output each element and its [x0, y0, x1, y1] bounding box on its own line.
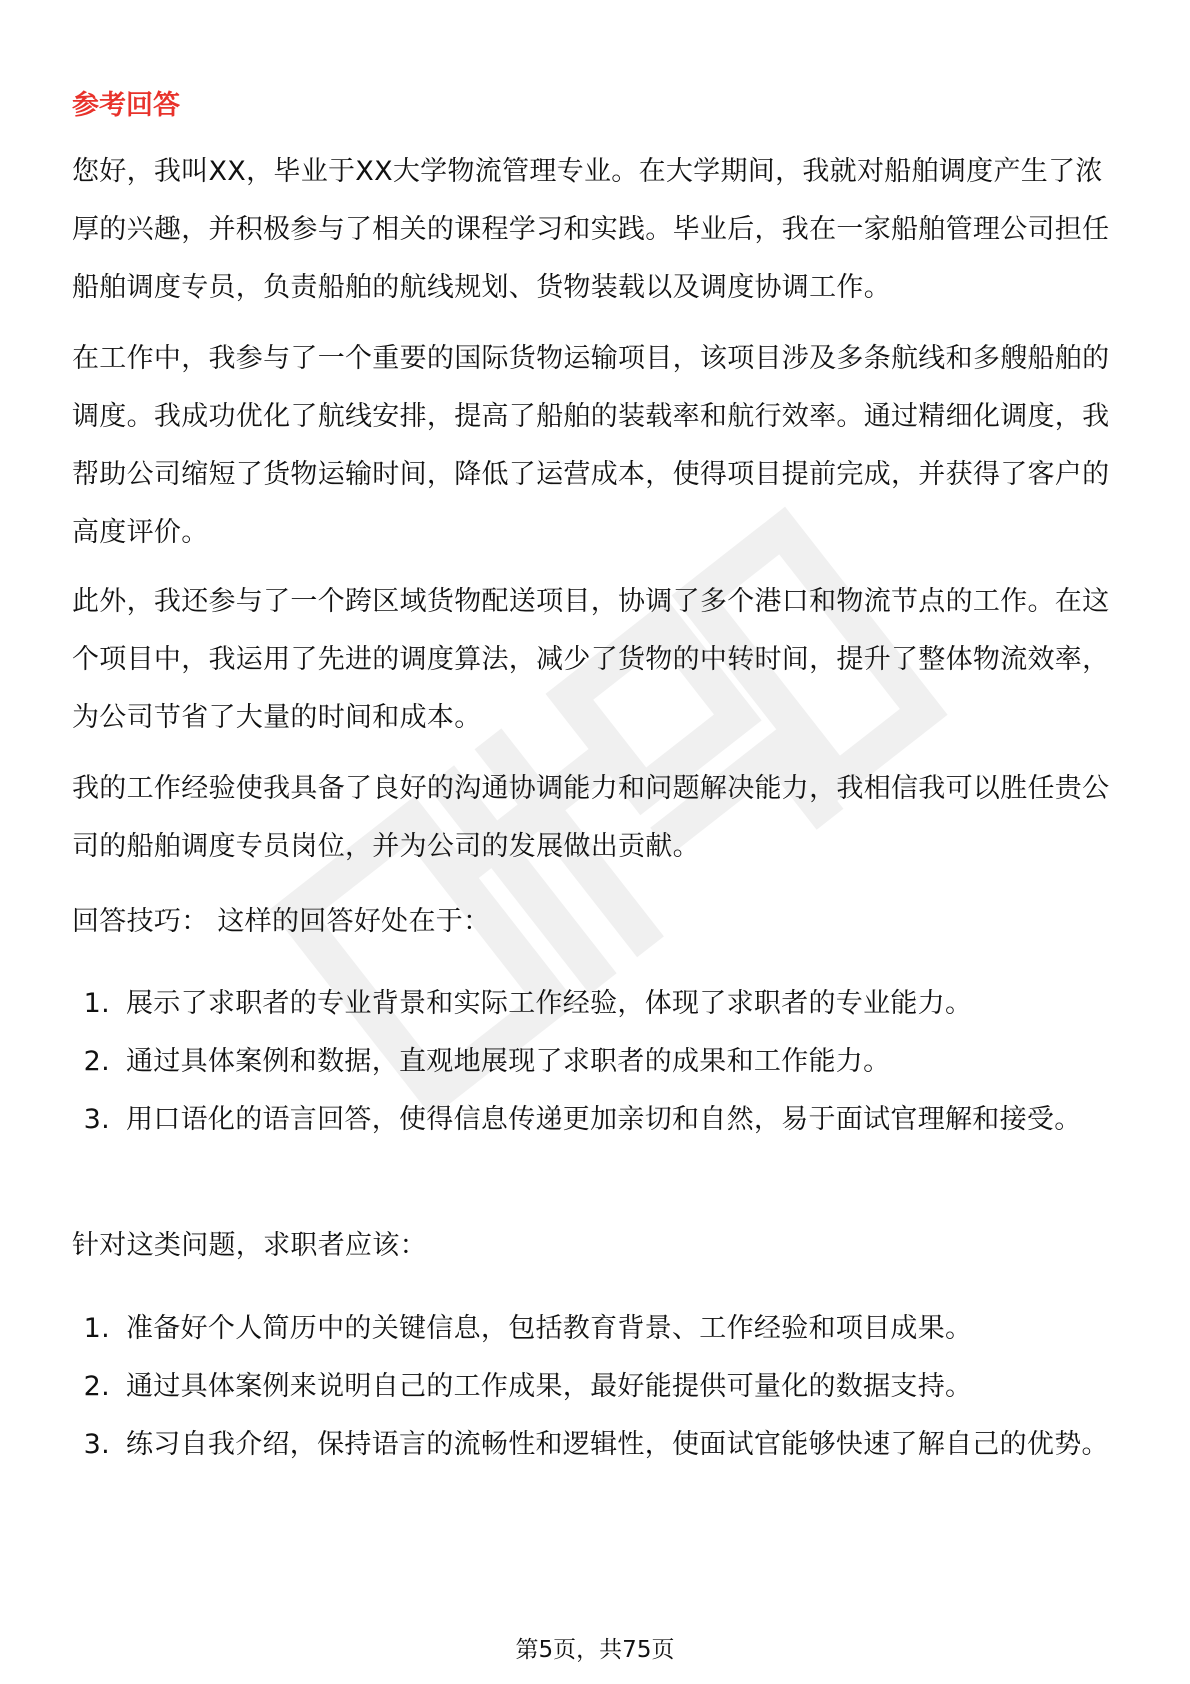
list-item-text: 展示了求职者的专业背景和实际工作经验，体现了求职者的专业能力。 [126, 988, 973, 1019]
advice-list [72, 1300, 1124, 1474]
list-item-text: 练习自我介绍，保持语言的流畅性和逻辑性，使面试官能够快速了解自己的优势。 [126, 1429, 1109, 1460]
page-footer: 第5页，共75页 [515, 1637, 675, 1663]
list-item-number: 1. [83, 1313, 110, 1344]
section-title: 参考回答 [72, 90, 180, 121]
list-item [72, 1033, 1124, 1091]
list-item-text: 通过具体案例和数据，直观地展现了求职者的成果和工作能力。 [126, 1046, 891, 1077]
list-item-text: 通过具体案例来说明自己的工作成果，最好能提供可量化的数据支持。 [126, 1371, 973, 1402]
answer-paragraph-2: 在工作中，我参与了一个重要的国际货物运输项目，该项目涉及多条航线和多艘船舶的调度。我成功优化了航线安排，提高了船舶的装载率和航行效率。通过精细化调度，我帮助公司缩短了货物运输时间，降低了运营成本，使得项目提前完成，并获得了客户的高度评价。 [72, 343, 1110, 548]
list-item-number: 2. [83, 1046, 110, 1077]
tips-list [72, 975, 1124, 1149]
list-item [72, 1091, 1124, 1149]
answer-paragraph-3: 此外，我还参与了一个跨区域货物配送项目，协调了多个港口和物流节点的工作。在这个项目中，我运用了先进的调度算法，减少了货物的中转时间，提升了整体物流效率，为公司节省了大量的时间和成本。 [72, 586, 1110, 733]
list-item-text: 准备好个人简历中的关键信息，包括教育背景、工作经验和项目成果。 [126, 1313, 973, 1344]
list-item-number: 2. [83, 1371, 110, 1402]
list-item-number: 1. [83, 988, 110, 1019]
list-item [72, 1416, 1124, 1474]
advice-intro: 针对这类问题，求职者应该： [72, 1230, 427, 1261]
list-item-text: 用口语化的语言回答，使得信息传递更加亲切和自然，易于面试官理解和接受。 [126, 1104, 1082, 1135]
answer-paragraph-4: 我的工作经验使我具备了良好的沟通协调能力和问题解决能力，我相信我可以胜任贵公司的船舶调度专员岗位，并为公司的发展做出贡献。 [72, 773, 1110, 862]
list-item [72, 1358, 1124, 1416]
tips-intro: 回答技巧： 这样的回答好处在于： [72, 906, 491, 937]
list-item-number: 3. [83, 1429, 110, 1460]
answer-paragraph-1: 您好，我叫XX，毕业于XX大学物流管理专业。在大学期间，我就对船舶调度产生了浓厚的兴趣，并积极参与了相关的课程学习和实践。毕业后，我在一家船舶管理公司担任船舶调度专员，负责船舶的航线规划、货物装载以及调度协调工作。 [72, 156, 1110, 303]
list-item [72, 975, 1124, 1033]
list-item-number: 3. [83, 1104, 110, 1135]
list-item [72, 1300, 1124, 1358]
